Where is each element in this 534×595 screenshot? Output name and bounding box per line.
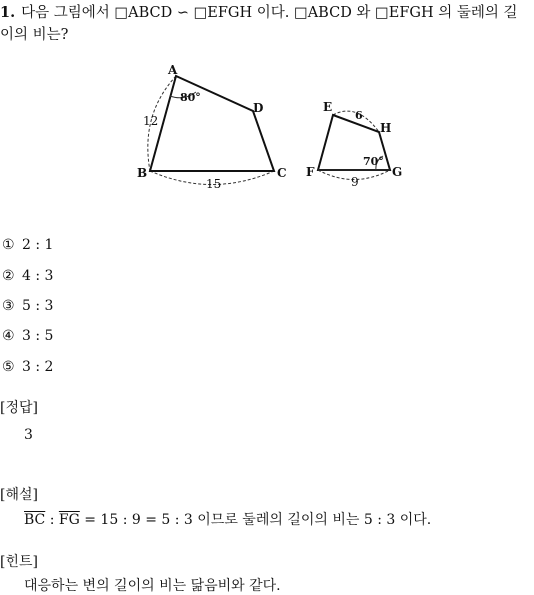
choice-3[interactable] [2,297,53,315]
vertex-label-c: C [277,166,287,180]
question-line-2: 이의 비는? [0,27,69,43]
choice-5-text: 3 : 2 [22,359,54,375]
vertex-label-h: H [380,121,392,135]
answer-value: 3 [24,427,33,443]
choice-2[interactable] [2,267,53,285]
hint-label: [힌트] [0,554,38,570]
answer-label: [정답] [0,400,38,416]
vertex-label-b: B [137,166,148,180]
choice-4-mark: ④ [2,328,15,344]
quadrilateral-abcd [150,76,274,171]
vertex-label-e: E [323,100,333,114]
vertex-label-d: D [253,101,264,115]
angle-g-label: 70° [363,155,384,168]
choice-1-mark: ① [2,237,15,253]
choice-1-text: 2 : 1 [22,237,54,253]
vertex-label-g: G [392,165,403,179]
angle-a-label: 80° [180,91,201,104]
choice-1[interactable] [2,236,53,254]
hint-text: 대응하는 변의 길이의 비는 닮음비와 같다. [24,578,281,594]
side-ab-label: 12 [143,114,159,128]
side-eh-label: 6 [355,109,363,122]
choice-2-text: 4 : 3 [22,268,54,284]
choice-3-text: 5 : 3 [22,298,54,314]
choice-2-mark: ② [2,268,15,284]
choice-4-text: 3 : 5 [22,328,54,344]
choice-3-mark: ③ [2,298,15,314]
choice-5[interactable] [2,358,53,376]
question-number: 1. [0,4,16,21]
explanation-text [24,511,431,529]
explanation-rest: = 15 : 9 = 5 : 3 이므로 둘레의 길이의 비는 5 : 3 이다. [79,512,432,528]
ratio-separator: : [45,512,59,528]
choice-5-mark: ⑤ [2,359,15,375]
segment-bc: $\overline{BC}$ [24,512,46,528]
explanation-label: [해설] [0,487,38,503]
side-fg-label: 9 [351,175,359,189]
vertex-label-f: F [306,165,315,179]
side-bc-label: 15 [206,177,222,191]
segment-fg: $\overline{FG}$ [58,512,80,528]
question-line-1: 다음 그림에서 □ABCD ∽ □EFGH 이다. □ABCD 와 □EFGH 의 둘레의 길 [21,5,518,21]
choice-4[interactable] [2,327,53,345]
vertex-label-a: A [168,63,178,77]
similar-quadrilaterals-figure [0,0,534,210]
